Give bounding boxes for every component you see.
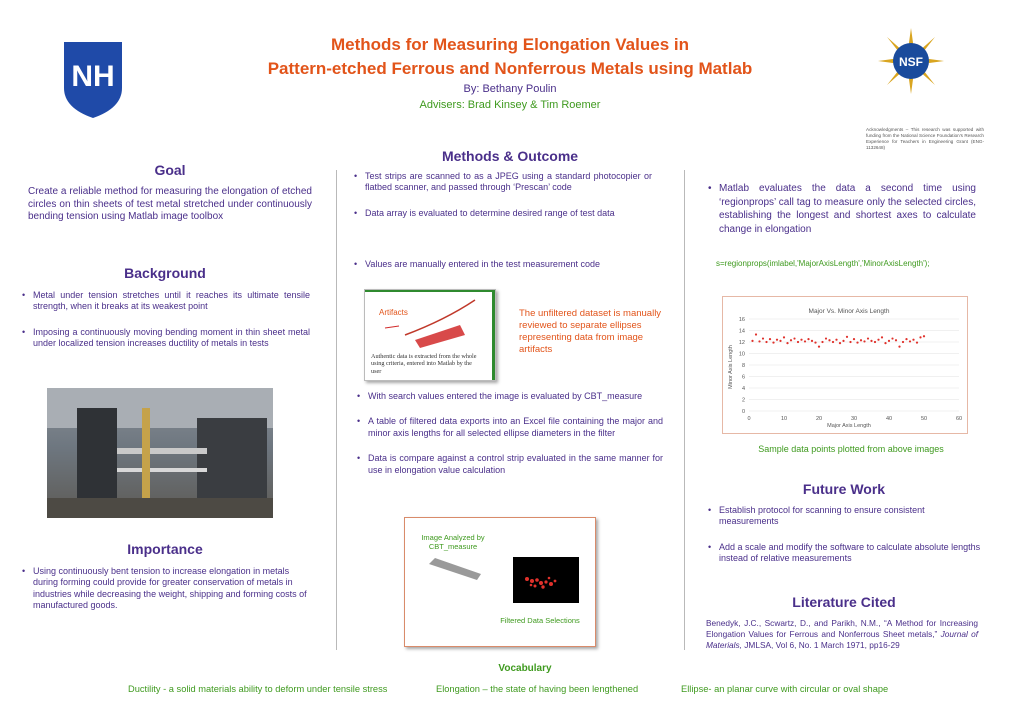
methods-bullet: • Test strips are scanned to as a JPEG using a standard photocopier or flatbed scanner, and passed through ‘Prescan’ code	[352, 171, 652, 194]
methods-bullet: • Data is compare against a control strip evaluated in the same manner for use in elongation value calculation	[355, 453, 663, 476]
data-point	[874, 341, 876, 343]
future-work-list	[706, 505, 984, 579]
data-point	[884, 342, 886, 344]
x-axis-label: Major Axis Length	[827, 423, 871, 429]
artifacts-caption: Authentic data is extracted from the whole using criteria, entered into Matlab by the user	[371, 353, 477, 375]
citation-journal: Journal of Materials,	[706, 629, 979, 650]
future-work-bullet: • Establish protocol for scanning to ensure consistent measurements	[706, 505, 984, 528]
methods-bullet: • Values are manually entered in the test measurement code	[352, 259, 652, 270]
data-point	[755, 333, 757, 335]
data-point	[832, 341, 834, 343]
data-point	[912, 339, 914, 341]
data-point	[776, 339, 778, 341]
x-tick-label: 10	[780, 416, 788, 422]
x-tick-label: 30	[850, 416, 858, 422]
data-point	[856, 341, 858, 343]
methods-list-c	[355, 391, 663, 490]
methods-bullet: • A table of filtered data exports into an Excel file containing the major and minor axis lengths for all selected ellipse diameters in the filter	[355, 416, 663, 439]
data-point	[818, 346, 820, 348]
citation-authors: Benedyk, J.C., Scwartz, D., and Parikh, N.M., “A Method for Increasing Elongation Values for Ferrous and Nonferrous Sheet metals,”	[706, 618, 978, 639]
data-point	[905, 338, 907, 340]
machine-photo	[47, 388, 273, 518]
y-tick-label: 2	[741, 397, 745, 404]
column-divider-right	[684, 170, 685, 650]
data-point	[881, 336, 883, 338]
data-point	[783, 336, 785, 338]
y-tick-label: 8	[741, 363, 745, 369]
data-point	[888, 340, 890, 342]
chart-frame	[722, 296, 968, 434]
data-point	[804, 340, 806, 342]
importance-heading: Importance	[127, 541, 203, 557]
data-point	[800, 339, 802, 341]
data-point	[765, 341, 767, 343]
y-tick-label: 16	[738, 317, 745, 323]
data-point	[891, 337, 893, 339]
data-point	[825, 337, 827, 339]
data-point	[835, 339, 837, 341]
scatter-chart	[723, 297, 967, 433]
vocabulary-heading: Vocabulary	[498, 663, 552, 674]
code-line: s=regionprops(imlabel,'MajorAxisLength','MinorAxisLength');	[716, 259, 930, 268]
citation-details: JMLSA, Vol 6, No. 1 March 1971, pp16-29	[744, 640, 900, 650]
background-heading: Background	[124, 265, 206, 281]
author: By: Bethany Poulin	[463, 83, 557, 95]
x-tick-label: 50	[920, 416, 928, 422]
methods-bullet: • Data array is evaluated to determine desired range of test data	[352, 208, 652, 219]
filtered-thumbnail	[513, 557, 579, 603]
regionprops-bullet: • Matlab evaluates the data a second time using ‘regionprops’ call tag to measure only the selected circles, establishing the longest and shortest axes to calculate change in elongation	[706, 182, 976, 236]
goal-text: Create a reliable method for measuring the elongation of etched circles on thin sheets of test metal stretched under continuously bending tension using Matlab image toolbox	[28, 186, 312, 222]
data-point	[814, 341, 816, 343]
literature-heading: Literature Cited	[792, 594, 896, 610]
vocabulary-elongation: Elongation – the state of having been lengthened	[436, 684, 639, 694]
data-point	[779, 340, 781, 342]
future-work-heading: Future Work	[802, 481, 886, 497]
data-point	[916, 341, 918, 343]
y-tick-label: 4	[741, 386, 745, 392]
data-point	[797, 341, 799, 343]
column-divider-left	[336, 170, 337, 650]
goal-heading: Goal	[154, 162, 186, 178]
data-point	[923, 335, 925, 337]
importance-bullet: • Using continuously bent tension to increase elongation in metals during forming could provide for greater conservation of metals in industries while decreasing the weight, shipping and forming costs of manufactured goods.	[20, 566, 310, 612]
nsf-logo	[878, 28, 944, 94]
regionprops-list	[706, 182, 976, 250]
data-point	[877, 339, 879, 341]
data-point	[786, 342, 788, 344]
data-point	[828, 339, 830, 341]
chart-caption: Sample data points plotted from above images	[758, 444, 944, 454]
data-point	[867, 337, 869, 339]
data-point	[860, 339, 862, 341]
analysis-figure	[404, 517, 596, 647]
data-point	[853, 338, 855, 340]
data-point	[811, 340, 813, 342]
methods-list-a	[352, 171, 652, 233]
data-point	[793, 337, 795, 339]
poster-title-line2: Pattern-etched Ferrous and Nonferrous Metals using Matlab	[267, 59, 753, 78]
data-point	[772, 341, 774, 343]
y-tick-label: 12	[738, 340, 745, 346]
unh-logo	[62, 40, 124, 120]
x-tick-label: 20	[815, 416, 823, 422]
background-bullet: • Imposing a continuously moving bending moment in thin sheet metal under localized tension increases ductility of metals in tests	[20, 327, 310, 350]
x-tick-label: 60	[955, 416, 963, 422]
acknowledgment: Acknowledgments – This research was supported with funding from the National Science Foundation’s Research Experience for Teachers in Engineering Grant (ENG-1132648)	[866, 127, 984, 150]
data-point	[863, 340, 865, 342]
poster-title-line1: Methods for Measuring Elongation Values in	[331, 35, 689, 54]
y-axis-label: Minor Axis Length	[728, 345, 734, 389]
data-point	[769, 338, 771, 340]
data-point	[909, 340, 911, 342]
y-tick-label: 0	[741, 409, 745, 415]
data-point	[758, 340, 760, 342]
data-point	[807, 338, 809, 340]
importance-list	[20, 566, 310, 626]
methods-heading: Methods & Outcome	[441, 148, 579, 164]
y-tick-label: 14	[738, 328, 745, 335]
advisers: Advisers: Brad Kinsey & Tim Roemer	[419, 99, 601, 111]
artifacts-label: Artifacts	[379, 308, 408, 317]
literature-citation	[706, 618, 978, 651]
data-point	[902, 341, 904, 343]
svg-text:NH: NH	[71, 60, 115, 93]
data-point	[790, 339, 792, 341]
background-list	[20, 290, 310, 364]
data-point	[839, 342, 841, 344]
x-tick-label: 0	[747, 416, 751, 422]
data-point	[895, 339, 897, 341]
data-point	[842, 340, 844, 342]
vocabulary-ellipse: Ellipse- an planar curve with circular or oval shape	[681, 684, 889, 694]
data-point	[762, 337, 764, 339]
data-point	[751, 340, 753, 342]
data-point	[846, 336, 848, 338]
data-point	[870, 340, 872, 342]
background-bullet: • Metal under tension stretches until it reaches its ultimate tensile strength, when it breaks at its weakest point	[20, 290, 310, 313]
y-tick-label: 10	[738, 351, 745, 358]
data-point	[898, 346, 900, 348]
future-work-bullet: • Add a scale and modify the software to calculate absolute lengths instead of relative measurements	[706, 542, 984, 565]
methods-bullet: • With search values entered the image is evaluated by CBT_measure	[355, 391, 663, 402]
svg-text:NSF: NSF	[899, 55, 923, 69]
artifacts-figure	[364, 289, 496, 381]
methods-list-b	[352, 259, 652, 284]
filter-note: The unfiltered dataset is manually reviewed to separate ellipses representing data from image artifacts	[519, 308, 662, 355]
data-point	[821, 341, 823, 343]
y-tick-label: 6	[741, 374, 745, 381]
vocabulary-ductility: Ductility - a solid materials ability to deform under tensile stress	[128, 684, 388, 694]
x-tick-label: 40	[885, 416, 893, 422]
chart-title: Major Vs. Minor Axis Length	[808, 308, 890, 315]
filtered-label: Filtered Data Selections	[500, 616, 580, 625]
data-point	[849, 341, 851, 343]
data-point	[919, 336, 921, 338]
image-analyzed-label: Image Analyzed by CBT_measure	[421, 533, 485, 551]
